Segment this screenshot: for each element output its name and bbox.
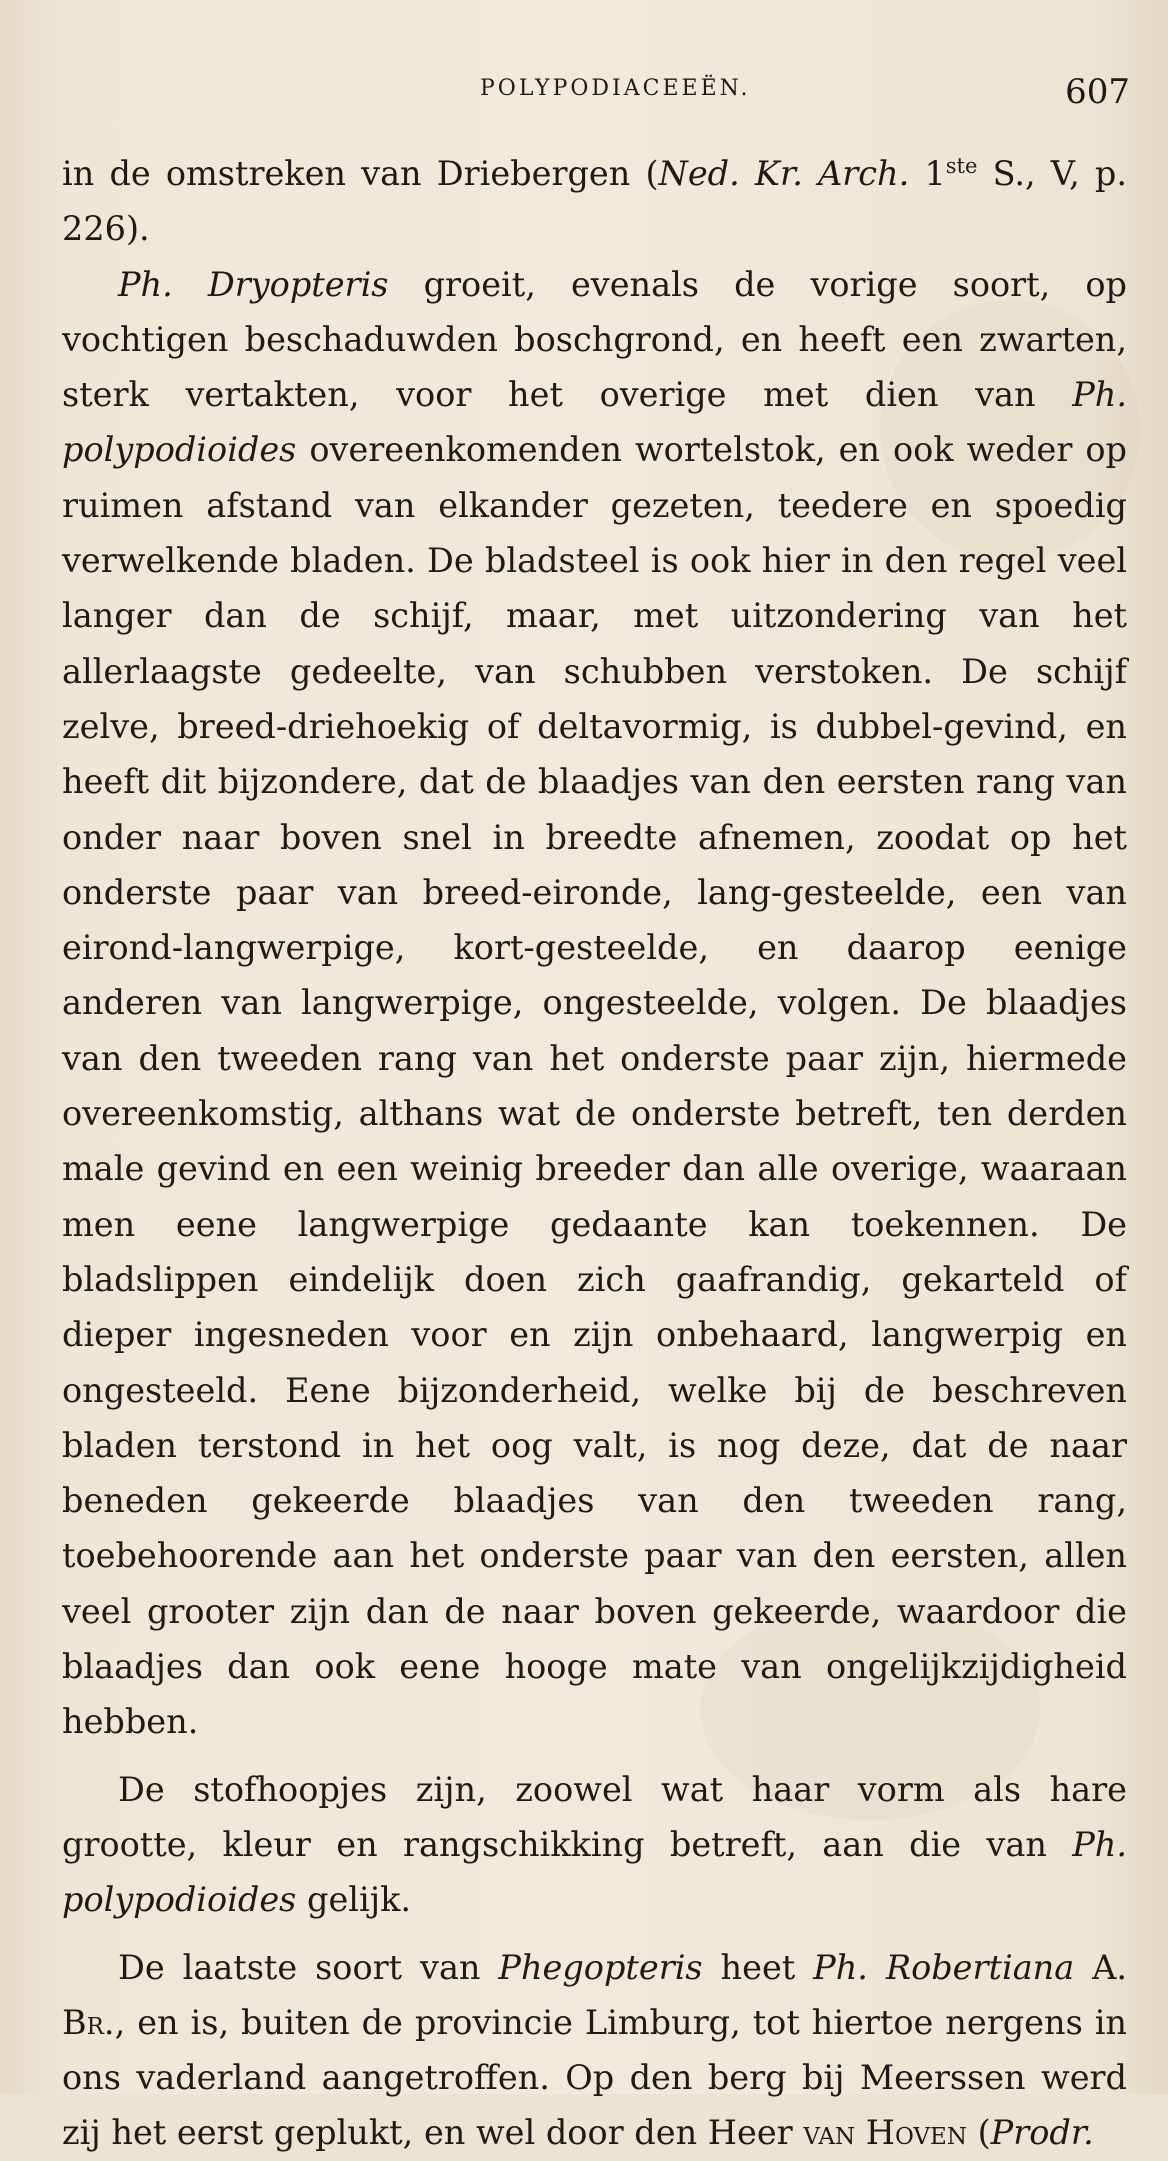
italic-text: Ph. Robertiana	[813, 1947, 1075, 1987]
page-number: 607	[1065, 72, 1130, 112]
smallcaps-text: van Hoven	[803, 2113, 967, 2153]
text-run: groeit, evenals de vorige soort, op vochtigen beschaduwden boschgrond, en heeft een zwarten, sterk vertakten, voor het overige met dien van	[62, 264, 1127, 415]
body-text	[62, 146, 1127, 2161]
paragraph	[62, 257, 1127, 1750]
superscript-text: ste	[945, 154, 978, 178]
italic-text: Ph. polypodioides	[62, 375, 1127, 470]
italic-text: Prodr.	[990, 2113, 1094, 2153]
paragraph	[62, 146, 1127, 257]
italic-text: Ph. Dryopteris	[118, 264, 389, 304]
paragraph	[62, 1762, 1127, 1928]
text-run: overeenkomenden wortelstok, en ook weder op ruimen afstand van elkander gezeten, teedere en spoedig verwelkende bladen. De bladsteel is ook hier in den regel veel langer dan de schijf, maar, met uitzondering van het allerlaagste gedeelte, van schubben verstoken. De schijf zelve, breed-driehoekig of deltavormig, is dubbel-gevind, en heeft dit bijzondere, dat de blaadjes van den eersten rang van onder naar boven snel in breedte afnemen, zoodat op het onderste paar van breed-eironde, lang-gesteelde, een van eirond-langwerpige, kort-gesteelde, en daarop eenige anderen van langwerpige, ongesteelde, volgen. De blaadjes van den tweeden rang van het onderste paar zijn, hiermede overeenkomstig, althans wat de onderste betreft, ten derden male gevind en een weinig breeder dan alle overige, waaraan men eene langwerpige gedaante kan toekennen. De bladslippen eindelijk doen zich gaafrandig, gekarteld of dieper ingesneden voor en zijn onbehaard, langwerpig en ongesteeld. Eene bijzonderheid, welke bij de beschreven bladen terstond in het oog valt, is nog deze, dat de naar beneden gekeerde blaadjes van den tweeden rang, toebehoorende aan het onderste paar van den eersten, allen veel grooter zijn dan de naar boven gekeerde, waardoor die blaadjes dan ook eene hooge mate van ongelijkzijdigheid hebben.	[62, 430, 1127, 1742]
text-run: S., V, p. 226).	[62, 154, 1128, 249]
running-head: POLYPODIACEEËN.	[480, 76, 751, 101]
text-run: De stofhoopjes zijn, zoowel wat haar vorm als hare grootte, kleur en rangschikking betreft, aan die van	[62, 1769, 1127, 1864]
text-run: , en is, buiten de provincie Limburg, tot hiertoe nergens in ons vaderland aangetroffen. Op den berg bij Meerssen werd zij het eerst geplukt, en wel door den Heer	[62, 2002, 1127, 2153]
page-header	[60, 72, 1130, 122]
text-run: A.	[1074, 1947, 1127, 1987]
text-run: 1	[909, 154, 946, 193]
text-run: gelijk.	[296, 1880, 412, 1920]
italic-text: Phegopteris	[498, 1947, 703, 1987]
text-run: heet	[702, 1947, 814, 1987]
italic-text: Ned. Kr. Arch.	[658, 154, 910, 193]
text-run: De laatste soort van	[118, 1947, 499, 1987]
paragraph	[62, 1940, 1127, 2161]
smallcaps-text: Br.	[62, 2002, 115, 2042]
text-run: (	[966, 2113, 991, 2153]
text-run: in de omstreken van Driebergen (	[62, 154, 659, 193]
italic-text: Ph. polypodioides	[62, 1824, 1127, 1920]
